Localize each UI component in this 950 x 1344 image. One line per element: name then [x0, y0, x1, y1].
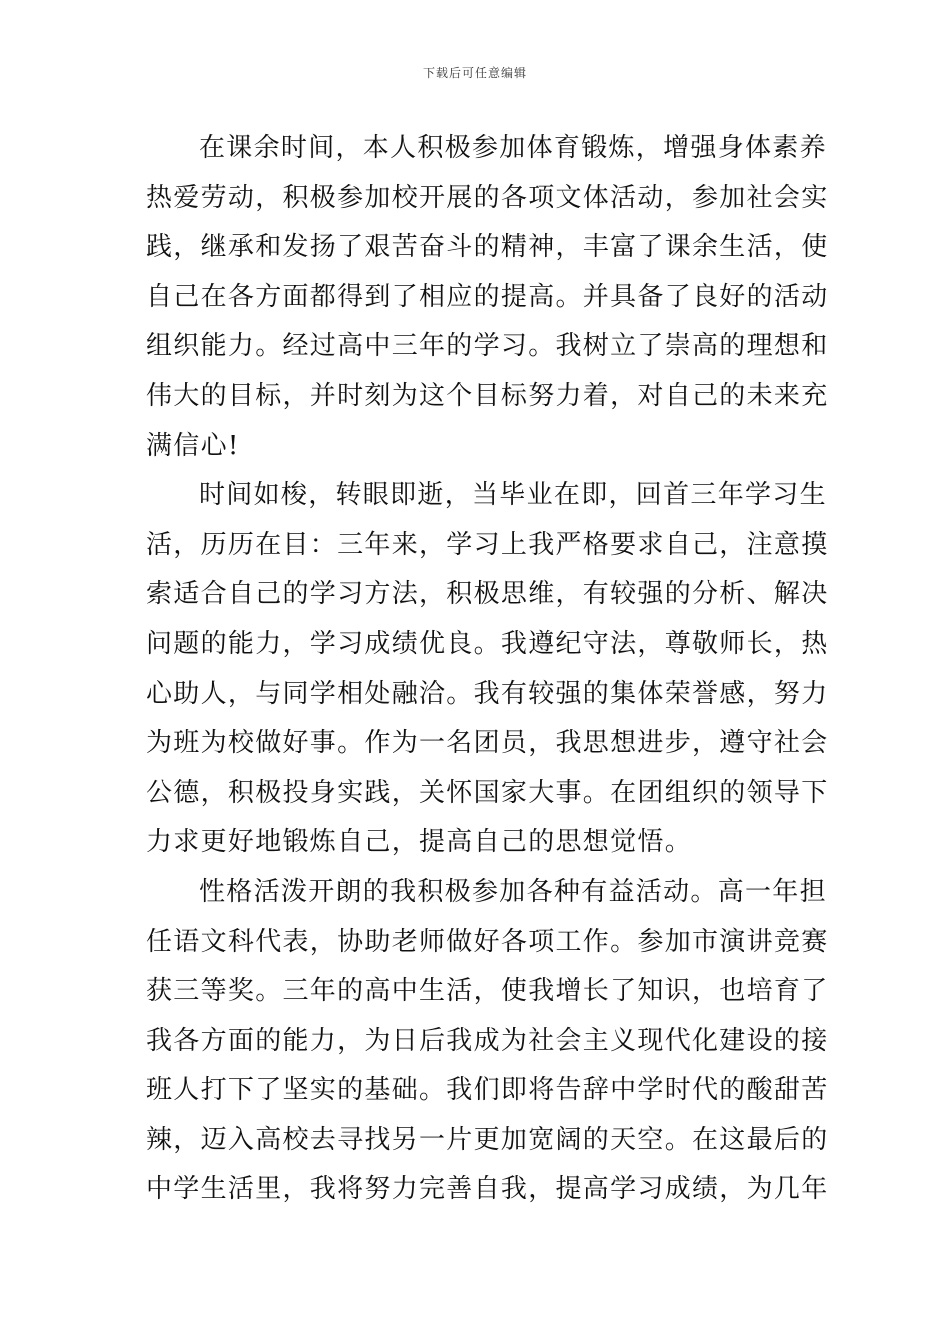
text-line: 辣，迈入高校去寻找另一片更加宽阔的天空。在这最后的 [146, 1124, 829, 1155]
text-line: 索适合自己的学习方法，积极思维，有较强的分析、解决 [146, 579, 829, 610]
text-line: 伟大的目标，并时刻为这个目标努力着，对自己的未来充 [146, 380, 829, 411]
text-line: 中学生活里，我将努力完善自我，提高学习成绩，为几年 [146, 1174, 829, 1205]
page-header: 下载后可任意编辑 [422, 66, 527, 80]
text-line: 力求更好地锻炼自己，提高自己的思想觉悟。 [146, 827, 693, 858]
text-line: 满信心! [146, 430, 240, 461]
text-line: 性格活泼开朗的我积极参加各种有益活动。高一年担 [199, 876, 827, 907]
text-line: 班人打下了坚实的基础。我们即将告辞中学时代的酸甜苦 [146, 1075, 829, 1106]
text-line: 公德，积极投身实践，关怀国家大事。在团组织的领导下 [146, 777, 829, 808]
text-line: 践，继承和发扬了艰苦奋斗的精神，丰富了课余生活，使 [146, 232, 829, 263]
paragraph-3 [146, 868, 829, 1215]
text-line: 热爱劳动，积极参加校开展的各项文体活动，参加社会实 [146, 182, 829, 213]
text-line: 我各方面的能力，为日后我成为社会主义现代化建设的接 [146, 1025, 829, 1056]
text-line: 问题的能力，学习成绩优良。我遵纪守法，尊敬师长，热 [146, 628, 829, 659]
text-line: 组织能力。经过高中三年的学习。我树立了崇高的理想和 [146, 331, 829, 362]
document-body [146, 124, 829, 1215]
text-line: 时间如梭，转眼即逝，当毕业在即，回首三年学习生 [199, 480, 827, 511]
text-line: 任语文科代表，协助老师做好各项工作。参加市演讲竞赛 [146, 926, 829, 957]
text-line: 活，历历在目：三年来，学习上我严格要求自己，注意摸 [146, 529, 829, 560]
text-line: 为班为校做好事。作为一名团员，我思想进步，遵守社会 [146, 728, 829, 759]
paragraph-1 [146, 124, 829, 471]
text-line: 心助人，与同学相处融洽。我有较强的集体荣誉感，努力 [146, 678, 829, 709]
text-line: 自己在各方面都得到了相应的提高。并具备了良好的活动 [146, 281, 829, 312]
text-line: 获三等奖。三年的高中生活，使我增长了知识，也培育了 [146, 976, 829, 1007]
paragraph-2 [146, 471, 829, 868]
text-line: 在课余时间，本人积极参加体育锻炼，增强身体素养 [199, 133, 827, 163]
